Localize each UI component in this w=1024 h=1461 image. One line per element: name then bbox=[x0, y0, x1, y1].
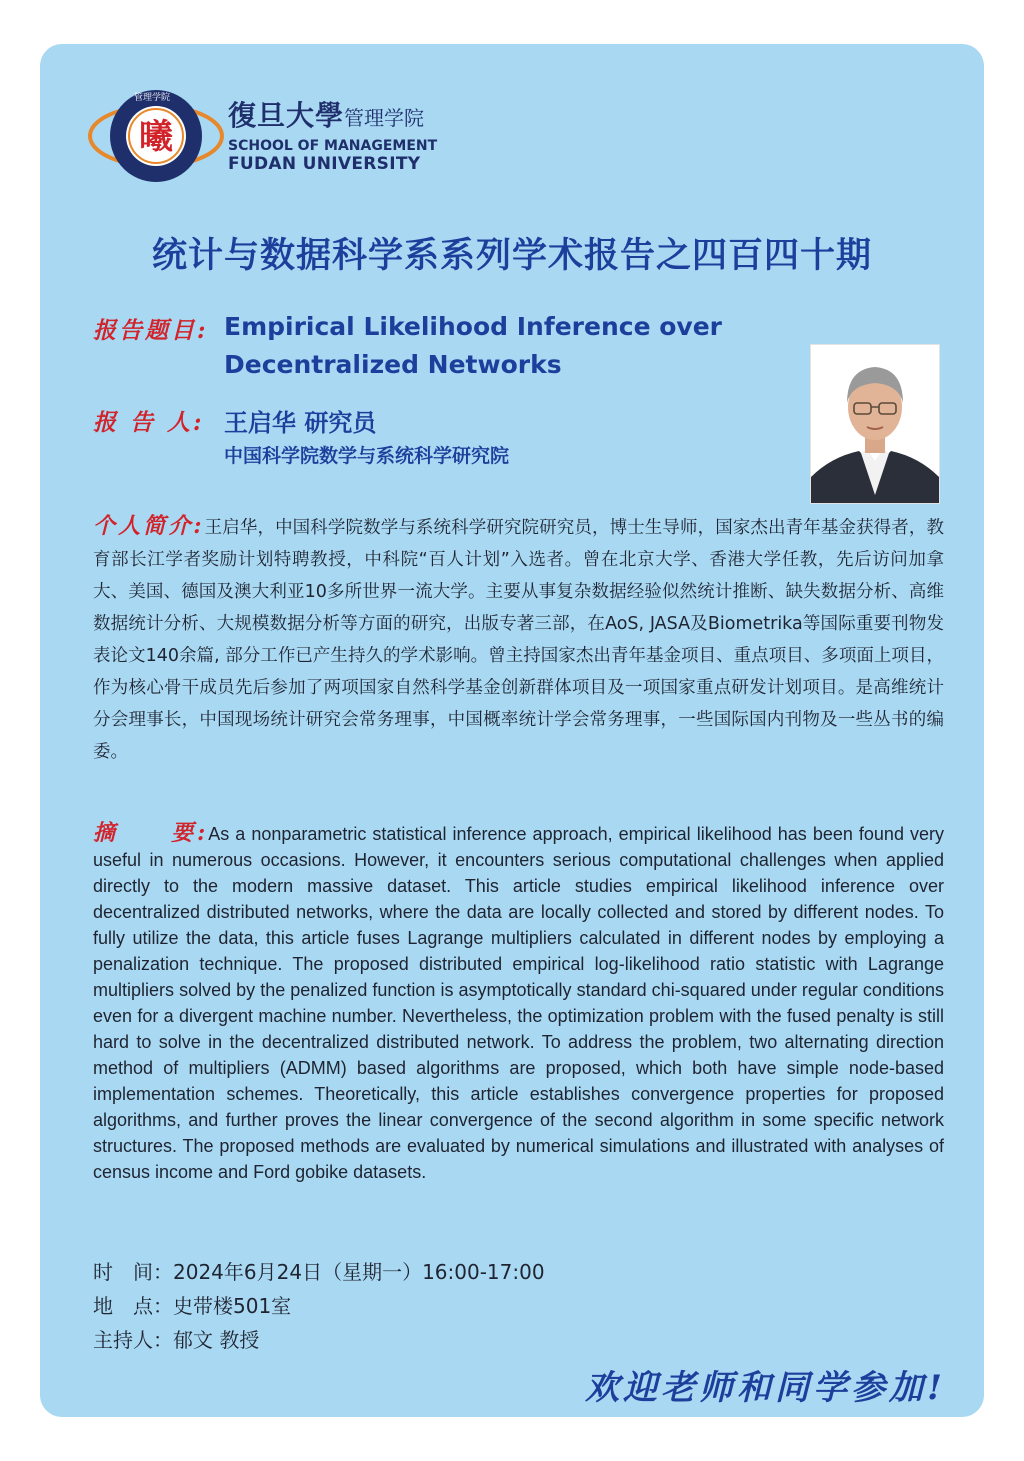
bio-label: 个人简介: bbox=[93, 513, 205, 539]
event-time: 时 间：2024年6月24日（星期一）16:00-17:00 bbox=[93, 1260, 545, 1284]
school-name bbox=[228, 94, 437, 174]
speaker-photo bbox=[810, 344, 940, 504]
topic-title: Empirical Likelihood Inference over Decentralized Networks bbox=[224, 312, 722, 379]
event-place: 地 点：史带楼501室 bbox=[93, 1294, 292, 1318]
school-name-en-line2: FUDAN UNIVERSITY bbox=[228, 154, 421, 174]
school-name-en-line1: SCHOOL OF MANAGEMENT bbox=[228, 138, 438, 154]
school-emblem-icon bbox=[86, 86, 226, 186]
emblem-ring-cn: 管理学院 bbox=[134, 93, 171, 103]
abstract-label: 摘 要: bbox=[93, 820, 209, 846]
topic-label: 报告题目: bbox=[93, 317, 209, 344]
speaker-label: 报 告 人: bbox=[93, 409, 205, 436]
emblem-char: 曦 bbox=[139, 117, 173, 157]
abstract-text: As a nonparametric statistical inference approach, empirical likelihood has been found very useful in numerous occasions. However, it encounters serious computational challenges when applied directly to the modern massive dataset. This article studies empirical likelihood inference over decentralized distributed networks, where the data are locally collected and stored by different nodes. To fully utilize the data, this article fuses Lagrange multipliers calculated in different nodes by employing a penalization technique. The proposed distributed empirical log-likelihood ratio statistic with Lagrange multipliers solved by the penalized function is asymptotically standard chi-squared under regular conditions even for a divergent machine number. Nevertheless, the optimization problem with the fused penalty is still hard to solve in the decentralized distributed network. To address the problem, two alternating direction method of multipliers (ADMM) based algorithms are proposed, which both have simple node-based implementation schemes. Theoretically, this article establishes convergence properties for proposed algorithms, and further proves the linear convergence of the second algorithm in some specific network structures. The proposed methods are evaluated by numerical simulations and illustrated with analyses of census income and Ford gobike datasets. bbox=[93, 824, 944, 1182]
abstract bbox=[93, 820, 944, 1185]
speaker-name: 王启华 研究员 bbox=[224, 409, 377, 437]
speaker-affiliation: 中国科学院数学与系统科学研究院 bbox=[224, 445, 510, 467]
school-name-cn: 復旦大學管理学院 bbox=[228, 99, 425, 132]
welcome-message: 欢迎老师和同学参加! bbox=[585, 1368, 946, 1408]
speaker-bio bbox=[93, 510, 944, 768]
bio-text: 王启华，中国科学院数学与系统科学研究院研究员，博士生导师，国家杰出青年基金获得者，教育部长江学者奖励计划特聘教授，中科院“百人计划”入选者。曾在北京大学、香港大学任教，先后访问加拿大、美国、德国及澳大利亚10多所世界一流大学。主要从事复杂数据经验似然统计推断、缺失数据分析、高维数据统计分析、大规模数据分析等方面的研究，出版专著三部，在AoS, JASA及Biometrika等国际重要刊物发表论文140余篇, 部分工作已产生持久的学术影响。曾主持国家杰出青年基金项目、重点项目、多项面上项目，作为核心骨干成员先后参加了两项国家自然科学基金创新群体项目及一项国家重点研发计划项目。是高维统计分会理事长，中国现场统计研究会常务理事，中国概率统计学会常务理事，一些国际国内刊物及一些丛书的编委。 bbox=[93, 518, 944, 762]
series-title: 统计与数据科学系系列学术报告之四百四十期 bbox=[151, 236, 872, 276]
event-host: 主持人：郁文 教授 bbox=[93, 1328, 260, 1352]
